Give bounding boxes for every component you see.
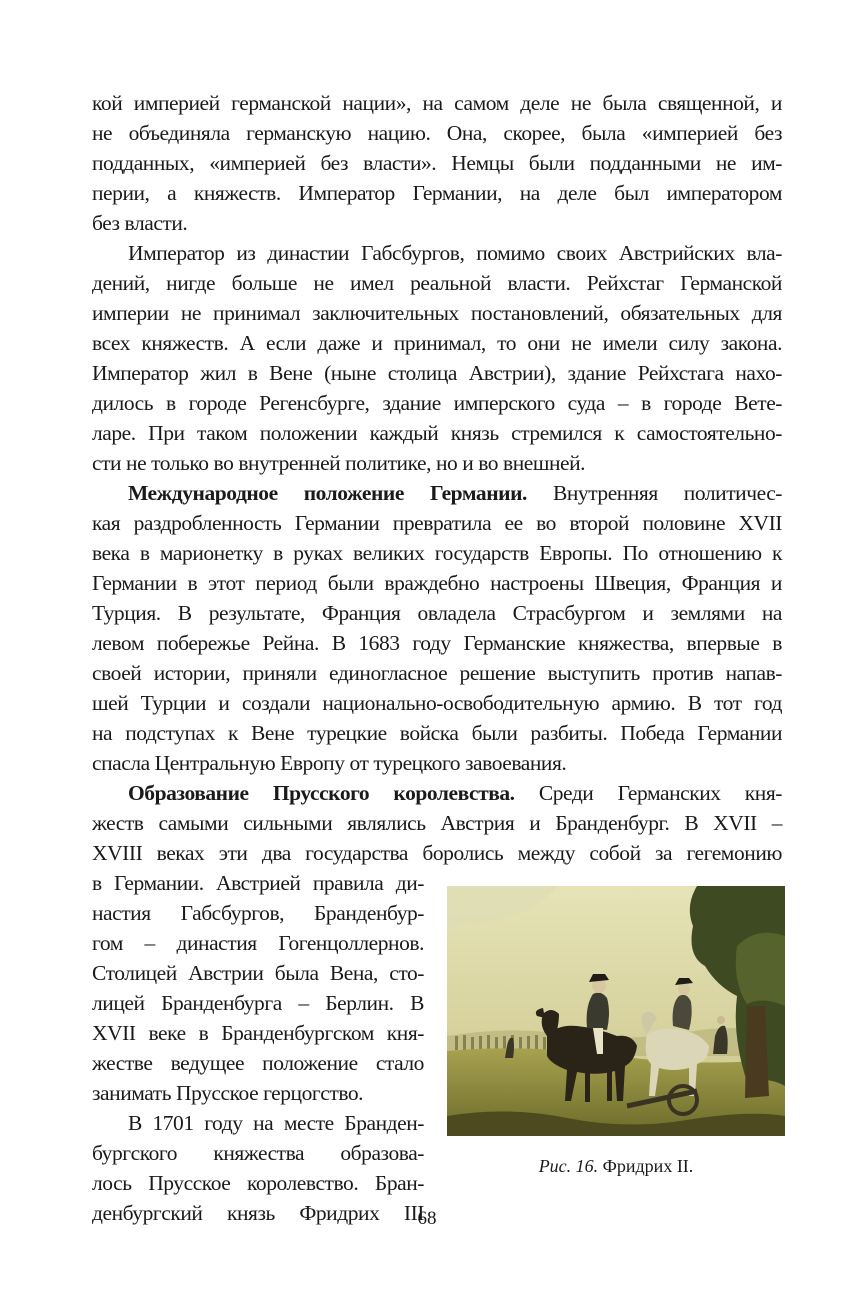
text-line: своей истории, приняли единогласное решение выступить против напав- [92,661,782,685]
text-line: всех княжеств. А если даже и принимал, то они не имели силу закона. [92,331,782,355]
text-line: лицей Бранденбурга – Берлин. В [92,991,424,1015]
text-span: Среди Германских кня- [514,781,782,805]
text-line: века в марионетку в руках великих государств Европы. По отношению к [92,541,782,565]
text-line: жеств самыми сильными являлись Австрия и Бранденбург. В XVII – [92,811,782,835]
text-line: в Германии. Австрией правила ди- [92,871,424,895]
text-line: на подступах к Вене турецкие войска были разбиты. Победа Германии [92,721,782,745]
text-line: В 1701 году на месте Бранден- [128,1111,424,1135]
text-line: левом побережье Рейна. В 1683 году Германские княжества, впервые в [92,631,782,655]
text-line: дилось в городе Регенсбурге, здание имперского суда – в городе Вете- [92,391,782,415]
illustration-frederick [447,886,785,1136]
text-line: ларе. При таком положении каждый князь стремился к самостоятельно- [92,421,782,445]
text-line: Император жил в Вене (ныне столица Австрии), здание Рейхстага нахо- [92,361,782,385]
text-line: шей Турции и создали национально-освободительную армию. В тот год [92,691,782,715]
text-line: кая раздробленность Германии превратила ее во второй половине XVII [92,511,782,535]
text-line: дений, нигде больше не имел реальной власти. Рейхстаг Германской [92,271,782,295]
text-line: Германии в этот период были враждебно настроены Швеция, Франция и [92,571,782,595]
caption-text: Фридрих II. [598,1156,694,1176]
text-line: Столицей Австрии была Вена, сто- [92,961,424,985]
text-line: кой империей германской нации», на самом деле не была священной, и [92,91,782,115]
text-line: денбургский князь Фридрих III [92,1201,424,1225]
text-line: перии, а княжеств. Император Германии, на деле был императором [92,181,782,205]
text-line: подданных, «империей без власти». Немцы были подданными не им- [92,151,782,175]
text-line: сти не только во внутренней политике, но и во внешней. [92,451,586,475]
text-line: занимать Прусское герцогство. [92,1081,364,1105]
text-line: без власти. [92,211,188,235]
text-line: бургского княжества образова- [92,1141,424,1165]
text-line [92,478,782,508]
text-line [92,778,782,808]
text-line: XVII веке в Бранденбургском кня- [92,1021,424,1045]
caption-label: Рис. 16. [538,1156,599,1176]
figure-caption [447,1156,785,1177]
text-line: спасла Центральную Европу от турецкого завоевания. [92,751,567,775]
text-line: лось Прусское королевство. Бран- [92,1171,424,1195]
text-line: XVIII веках эти два государства боролись между собой за гегемонию [92,841,782,865]
text-line: гом – династия Гогенцоллернов. [92,931,424,955]
section-heading: Международное положение Германии. [128,481,527,505]
text-line: жестве ведущее положение стало [92,1051,424,1075]
text-span: Внутренняя политичес- [526,481,783,505]
text-line: не объединяла германскую нацию. Она, скорее, была «империей без [92,121,782,145]
text-line: империи не принимал заключительных постановлений, обязательных для [92,301,782,325]
text-line: Император из династии Габсбургов, помимо своих Австрийских вла- [128,241,782,265]
section-heading: Образование Прусского королевства. [128,781,515,805]
page-number: 68 [417,1208,437,1229]
text-line: настия Габсбургов, Бранденбур- [92,901,424,925]
text-line: Турция. В результате, Франция овладела Страсбургом и землями на [92,601,782,625]
